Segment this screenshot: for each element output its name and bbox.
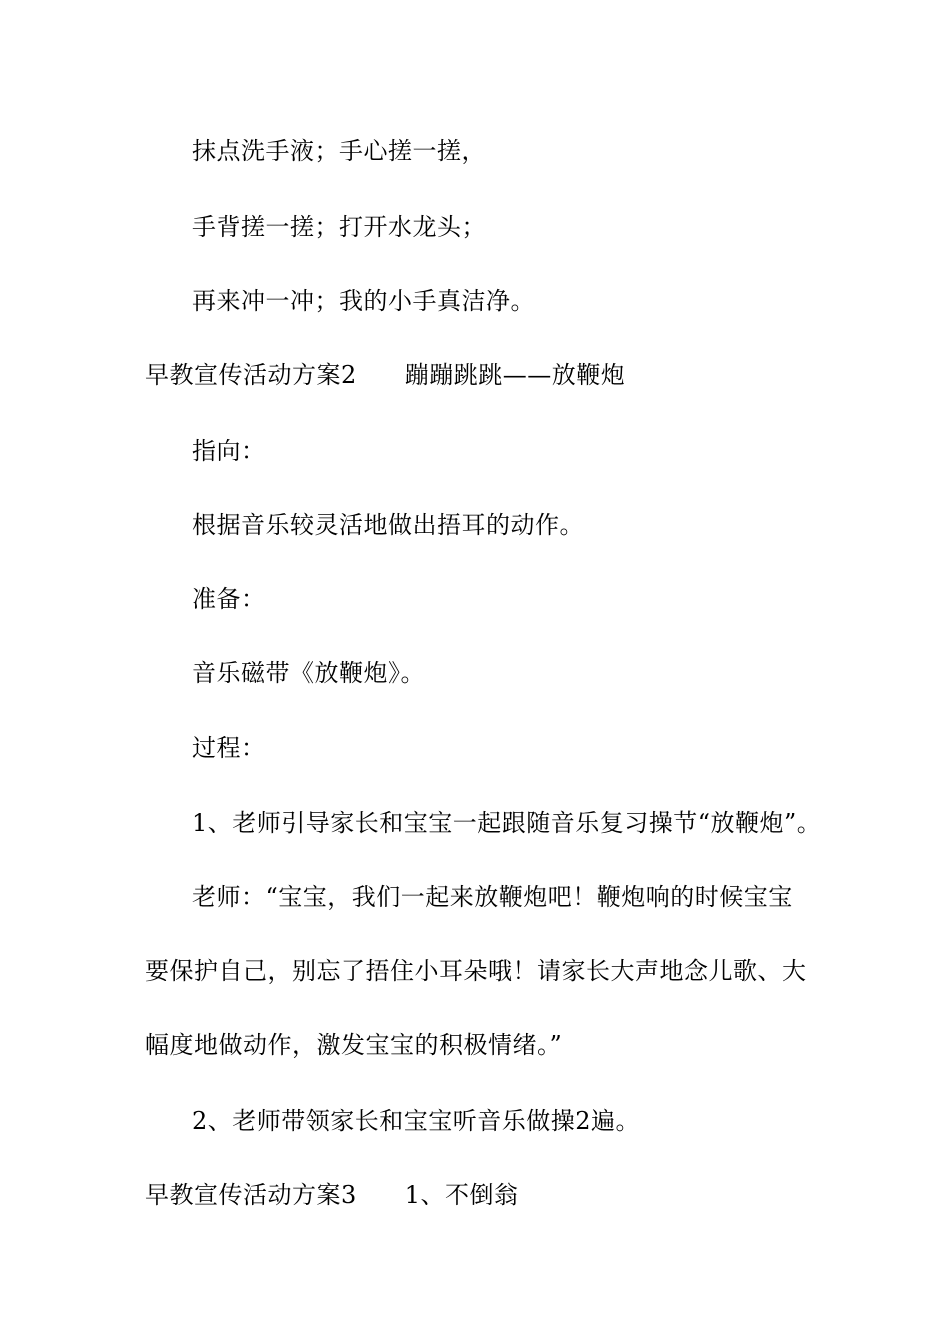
section-3-heading-line: [145, 1180, 519, 1210]
process-label: 过程：: [192, 734, 266, 762]
section-2-heading-line: [145, 360, 625, 390]
rhyme-line-1: 抹点洗手液；手心搓一搓，: [192, 137, 486, 165]
rhyme-line-2: 手背搓一搓；打开水龙头；: [192, 213, 486, 241]
aim-text: 根据音乐较灵活地做出捂耳的动作。: [192, 511, 584, 539]
section-3-subtitle: 1、不倒翁: [404, 1181, 519, 1209]
section-3-heading: 早教宣传活动方案3: [145, 1181, 357, 1209]
teacher-line-1: 老师：“宝宝，我们一起来放鞭炮吧！鞭炮响的时候宝宝: [192, 883, 793, 911]
teacher-line-2: 要保护自己，别忘了捂住小耳朵哦！请家长大声地念儿歌、大: [145, 957, 807, 985]
teacher-line-3: 幅度地做动作，激发宝宝的积极情绪。”: [145, 1031, 563, 1059]
step-1: 1、老师引导家长和宝宝一起跟随音乐复习操节“放鞭炮”。: [192, 809, 822, 837]
prep-text: 音乐磁带《放鞭炮》。: [192, 659, 425, 687]
step-2: 2、老师带领家长和宝宝听音乐做操2遍。: [192, 1107, 641, 1135]
section-2-heading: 早教宣传活动方案2: [145, 361, 357, 389]
section-2-subtitle: 蹦蹦跳跳——放鞭炮: [404, 361, 626, 389]
rhyme-line-3: 再来冲一冲；我的小手真洁净。: [192, 287, 535, 315]
prep-label: 准备：: [192, 585, 266, 613]
aim-label: 指向：: [192, 437, 266, 465]
